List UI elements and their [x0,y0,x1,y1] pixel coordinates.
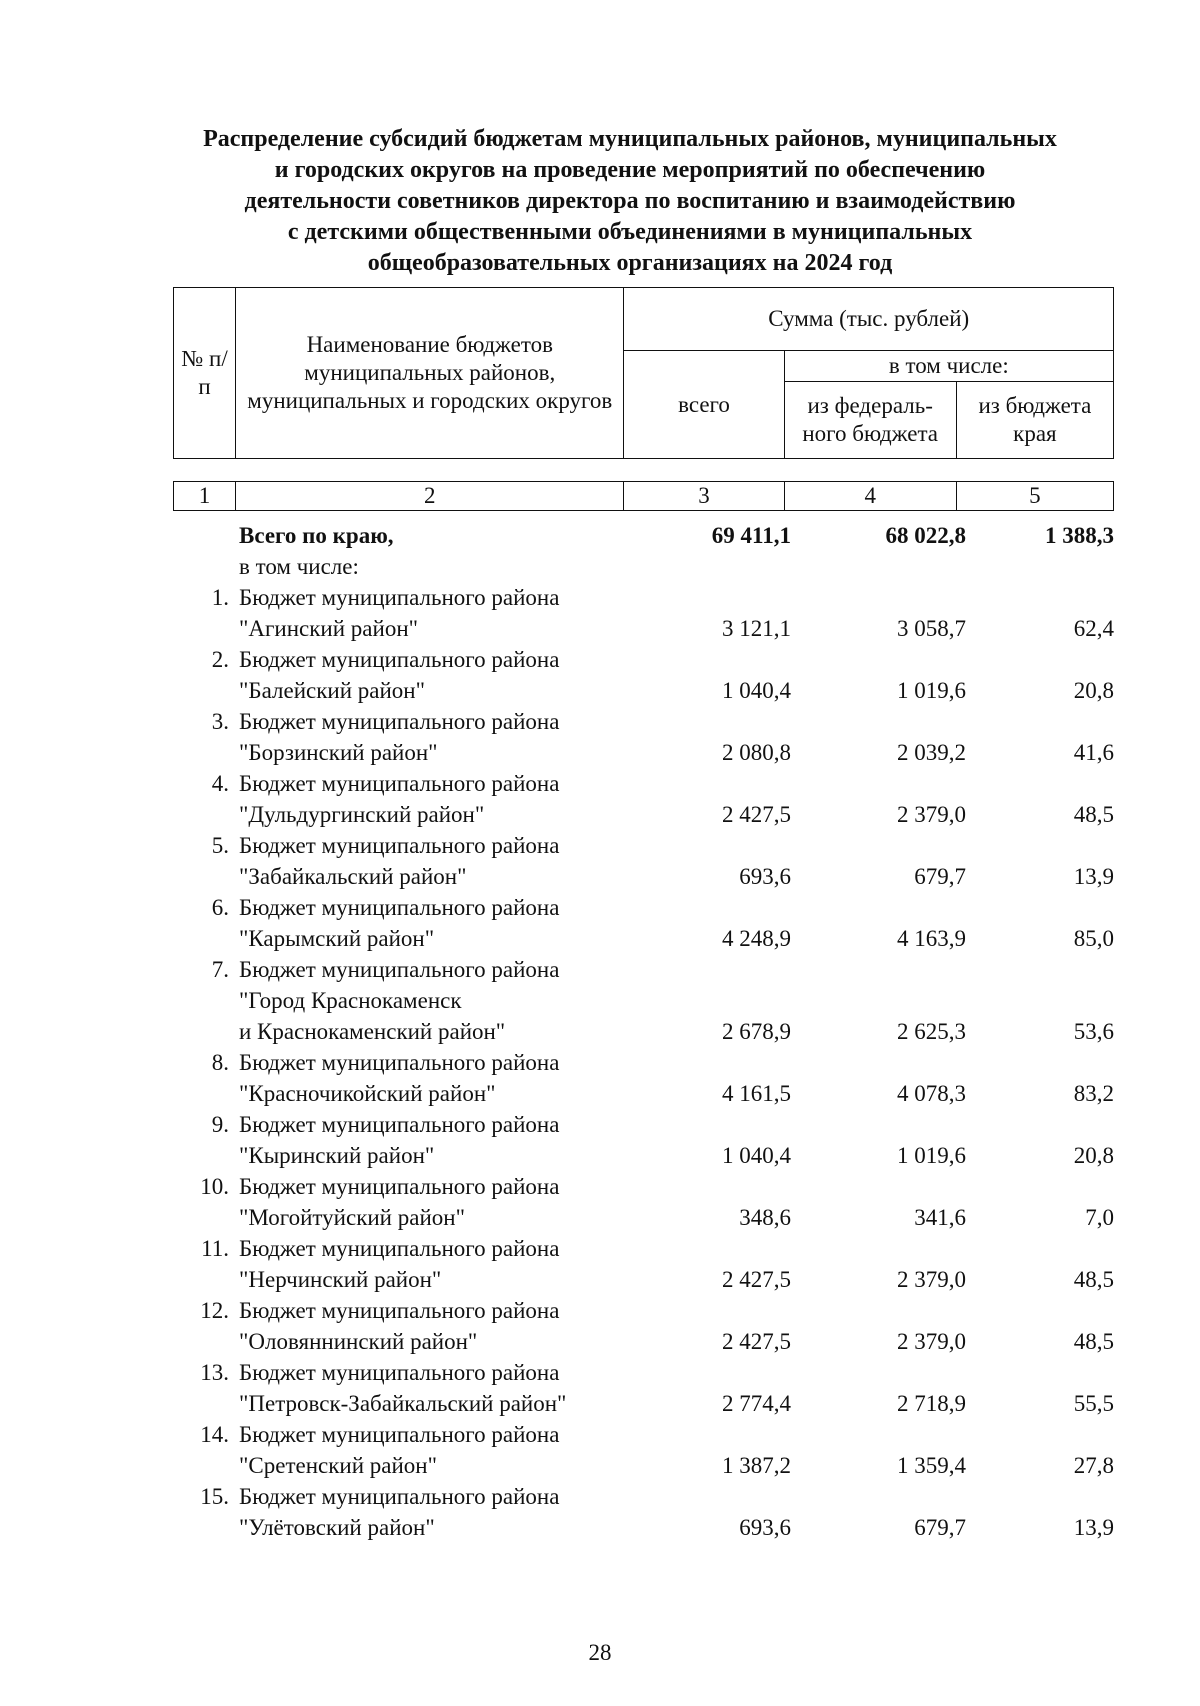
row-federal: 2 718,9 [897,1391,966,1416]
title-line: Распределение субсидий бюджетам муниципальных районов, муниципальных [203,126,1057,152]
row-federal: 2 379,0 [897,1329,966,1354]
row-regional: 41,6 [1073,740,1114,765]
row-name-line: "Борзинский район" [239,740,438,765]
row-name-line: "Балейский район" [239,678,425,703]
total-federal: 68 022,8 [885,523,966,548]
row-number: 12. [200,1298,229,1323]
table-row [173,892,1114,954]
row-name [235,768,623,830]
table-row [173,954,1114,1047]
row-number: 2. [211,647,229,672]
header-number: № п/п [174,288,236,459]
row-name-line: "Оловяннинский район" [239,1329,478,1354]
row-name-line: Бюджет муниципального района [239,771,560,796]
table-row [173,706,1114,768]
row-regional: 48,5 [1073,1329,1114,1354]
row-name-line: Бюджет муниципального района [239,585,560,610]
row-name-line: Бюджет муниципального района [239,1422,560,1447]
column-number: 1 [174,482,236,511]
row-number: 10. [200,1174,229,1199]
header-including: в том числе: [784,351,1113,382]
row-name [235,1419,623,1481]
row-name-line: "Карымский район" [239,926,435,951]
header-sum: Сумма (тыс. рублей) [624,288,1114,351]
table-row [173,1233,1114,1295]
row-name-line: Бюджет муниципального района [239,895,560,920]
row-total: 4 161,5 [722,1081,791,1106]
row-regional: 20,8 [1073,678,1114,703]
row-name [235,1233,623,1295]
row-federal: 341,6 [914,1205,966,1230]
row-regional: 27,8 [1073,1453,1114,1478]
row-number: 9. [211,1112,229,1137]
title-line: и городских округов на проведение мероприятий по обеспечению [274,157,986,183]
row-regional: 48,5 [1073,1267,1114,1292]
title-line: с детскими общественными объединениями в муниципальных [287,219,973,245]
table-row [173,1295,1114,1357]
title-line: деятельности советников директора по воспитанию и взаимодействию [244,188,1016,214]
row-name [235,582,623,644]
table-row [173,1047,1114,1109]
row-federal: 2 039,2 [897,740,966,765]
total-label: Всего по краю, [239,523,394,548]
column-numbers-row [173,481,1114,511]
row-total: 1 040,4 [722,1143,791,1168]
row-regional: 13,9 [1073,864,1114,889]
row-federal: 1 019,6 [897,678,966,703]
row-regional: 55,5 [1073,1391,1114,1416]
row-regional: 53,6 [1073,1019,1114,1044]
row-regional: 48,5 [1073,802,1114,827]
row-name [235,1295,623,1357]
row-regional: 83,2 [1073,1081,1114,1106]
row-name-line: Бюджет муниципального района [239,957,560,982]
table-row [173,1171,1114,1233]
row-name-line: Бюджет муниципального района [239,1112,560,1137]
table-row [173,644,1114,706]
row-name-line: "Красночикойский район" [239,1081,496,1106]
row-name-line: "Петровск-Забайкальский район" [239,1391,567,1416]
table-row [173,768,1114,830]
row-total: 693,6 [739,864,791,889]
row-name-line: Бюджет муниципального района [239,1484,560,1509]
row-federal: 679,7 [914,1515,966,1540]
row-federal: 2 625,3 [897,1019,966,1044]
title-line: общеобразовательных организациях на 2024 год [367,250,893,276]
row-number: 6. [211,895,229,920]
table-row [173,1481,1114,1543]
row-name [235,706,623,768]
row-federal: 679,7 [914,864,966,889]
row-regional: 85,0 [1073,926,1114,951]
row-name-line: "Дульдургинский район" [239,802,485,827]
row-total: 2 678,9 [722,1019,791,1044]
row-name-line: "Город Краснокаменск [239,988,462,1013]
table-row [173,830,1114,892]
row-total: 2 080,8 [722,740,791,765]
row-name-line: "Сретенский район" [239,1453,437,1478]
row-regional: 62,4 [1073,616,1114,641]
row-name [235,892,623,954]
row-name [235,954,623,1047]
row-name-line: Бюджет муниципального района [239,1360,560,1385]
row-name-line: Бюджет муниципального района [239,709,560,734]
row-number: 3. [211,709,229,734]
column-number: 4 [784,482,956,511]
table-row [173,582,1114,644]
row-name-line: Бюджет муниципального района [239,1298,560,1323]
header-regional: из бюджета края [956,382,1113,459]
including-row [173,551,1114,582]
row-number: 1. [211,585,229,610]
row-number: 5. [211,833,229,858]
row-total: 4 248,9 [722,926,791,951]
row-number: 11. [201,1236,229,1261]
row-name-line: "Улётовский район" [239,1515,435,1540]
column-number: 3 [624,482,784,511]
row-total: 1 387,2 [722,1453,791,1478]
row-name [235,1357,623,1419]
row-name-line: и Краснокаменский район" [239,1019,506,1044]
row-name [235,830,623,892]
row-total: 1 040,4 [722,678,791,703]
row-name-line: Бюджет муниципального района [239,833,560,858]
row-number: 15. [200,1484,229,1509]
row-total: 2 774,4 [722,1391,791,1416]
row-total: 348,6 [739,1205,791,1230]
page-number: 28 [588,1640,612,1665]
row-federal: 2 379,0 [897,1267,966,1292]
row-name-line: Бюджет муниципального района [239,1174,560,1199]
row-total: 2 427,5 [722,1329,791,1354]
row-name-line: Бюджет муниципального района [239,647,560,672]
row-name-line: "Кыринский район" [239,1143,435,1168]
row-regional: 13,9 [1073,1515,1114,1540]
total-sum: 69 411,1 [711,523,791,548]
column-number: 2 [236,482,624,511]
header-name: Наименование бюджетов муниципальных районов, муниципальных и городских округов [236,288,624,459]
row-name [235,1171,623,1233]
table-row [173,1357,1114,1419]
row-total: 2 427,5 [722,1267,791,1292]
row-name-line: "Могойтуйский район" [239,1205,465,1230]
table-body [173,520,1114,1543]
document-title [150,124,1110,279]
column-number: 5 [956,482,1113,511]
row-name-line: Бюджет муниципального района [239,1050,560,1075]
row-federal: 4 163,9 [897,926,966,951]
row-number: 13. [200,1360,229,1385]
row-federal: 2 379,0 [897,802,966,827]
row-total: 2 427,5 [722,802,791,827]
row-federal: 4 078,3 [897,1081,966,1106]
row-total: 3 121,1 [722,616,791,641]
row-name [235,1481,623,1543]
row-name-line: "Нерчинский район" [239,1267,442,1292]
table-header [173,287,1114,459]
row-name-line: "Агинский район" [239,616,419,641]
row-name-line: "Забайкальский район" [239,864,467,889]
row-total: 693,6 [739,1515,791,1540]
row-number: 8. [211,1050,229,1075]
row-federal: 3 058,7 [897,616,966,641]
row-name [235,644,623,706]
total-row [173,520,1114,551]
total-regional: 1 388,3 [1045,523,1114,548]
row-regional: 7,0 [1085,1205,1114,1230]
row-number: 7. [211,957,229,982]
row-name [235,1109,623,1171]
row-federal: 1 359,4 [897,1453,966,1478]
including-label: в том числе: [239,554,359,579]
row-name [235,1047,623,1109]
table-row [173,1419,1114,1481]
table-row [173,1109,1114,1171]
row-number: 14. [200,1422,229,1447]
header-federal: из федераль-ного бюджета [784,382,956,459]
row-regional: 20,8 [1073,1143,1114,1168]
row-federal: 1 019,6 [897,1143,966,1168]
header-total: всего [624,351,784,459]
row-number: 4. [211,771,229,796]
row-name-line: Бюджет муниципального района [239,1236,560,1261]
